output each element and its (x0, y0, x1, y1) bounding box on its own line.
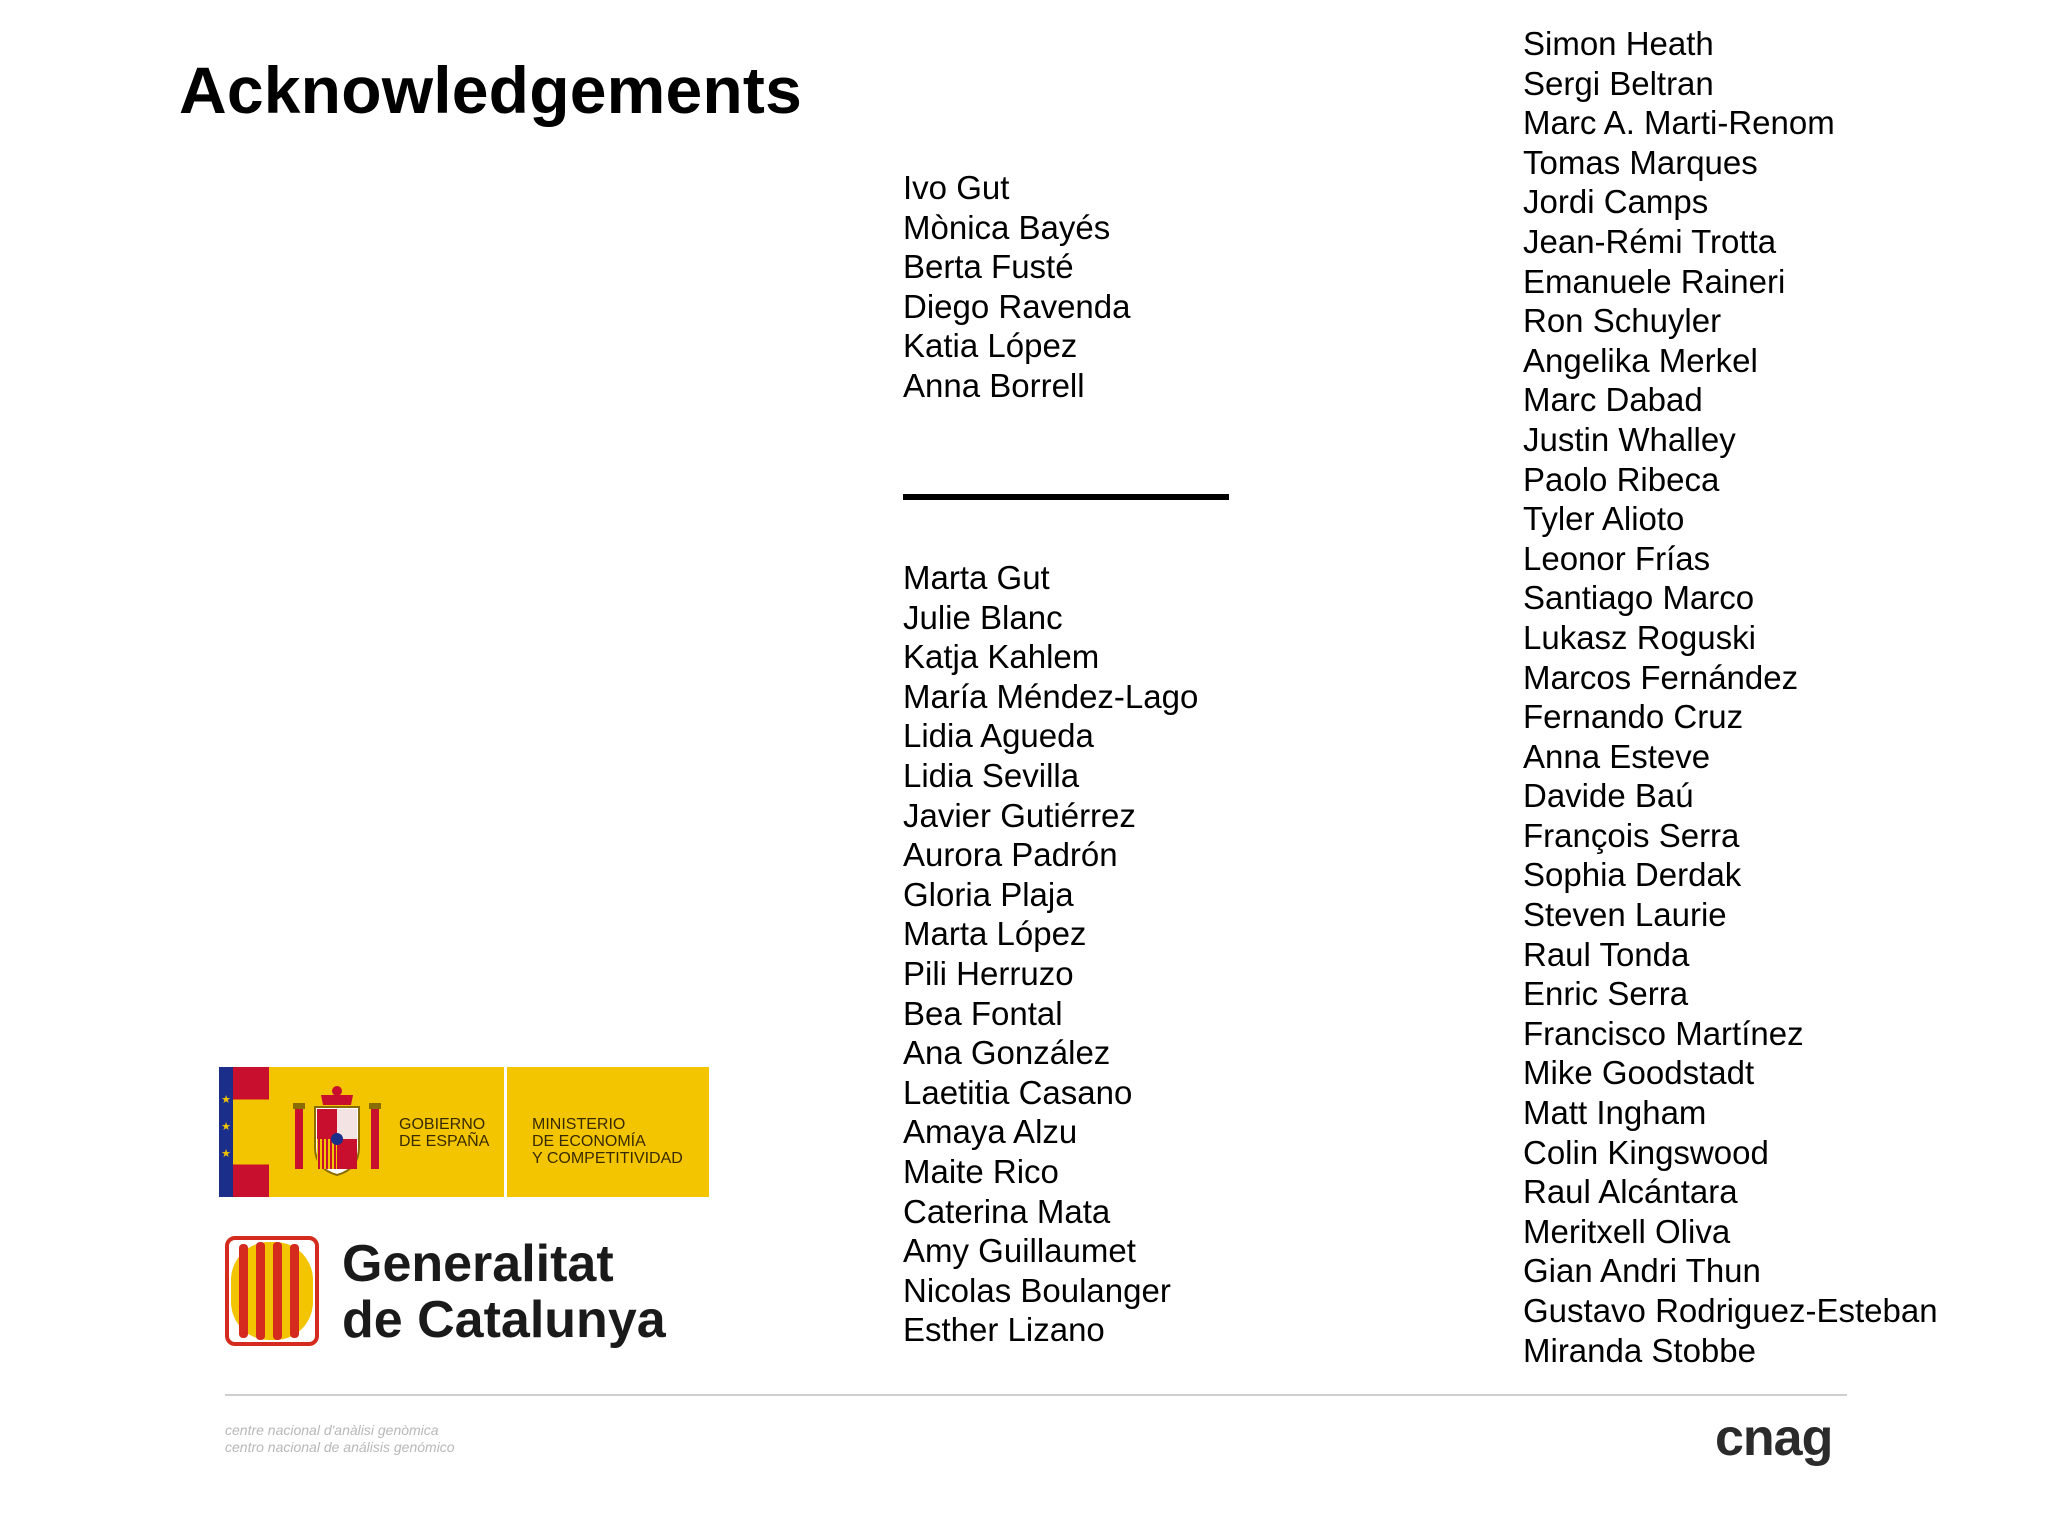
name-item: Marta Gut (903, 559, 1050, 596)
name-item: Jean-Rémi Trotta (1523, 222, 1777, 260)
name-item: Meritxell Oliva (1523, 1212, 1731, 1250)
name-item: Mònica Bayés (903, 208, 1111, 246)
names-column-3 (1523, 24, 1938, 1370)
name-item: Sophia Derdak (1523, 856, 1742, 894)
name-item: Julie Blanc (903, 598, 1063, 636)
name-item: Ron Schuyler (1523, 302, 1722, 340)
name-item: Anna Borrell (903, 366, 1085, 404)
name-item: Aurora Padrón (903, 836, 1118, 874)
section-divider (903, 494, 1229, 500)
name-item: Emanuele Raineri (1523, 262, 1786, 300)
ministerio-line-1: MINISTERIO (532, 1116, 626, 1133)
name-item: Esther Lizano (903, 1311, 1105, 1349)
name-item: Lidia Agueda (903, 717, 1094, 755)
cnag-logo: cnag (1715, 1409, 1833, 1467)
name-item: Anna Esteve (1523, 737, 1711, 775)
name-item: Katja Kahlem (903, 638, 1100, 676)
name-item: Raul Tonda (1523, 935, 1690, 973)
cnag-tagline-line-1: centre nacional d'anàlisi genòmica (225, 1422, 439, 1438)
name-item: Marc Dabad (1523, 381, 1703, 419)
generalitat-wordmark (342, 1236, 666, 1348)
name-item: Marc A. Marti-Renom (1523, 104, 1835, 142)
name-item: Gian Andri Thun (1523, 1252, 1761, 1290)
name-item: Nicolas Boulanger (903, 1271, 1171, 1309)
name-item: Diego Ravenda (903, 287, 1131, 325)
name-item: Jordi Camps (1523, 183, 1709, 221)
names-column-2 (903, 558, 1198, 1350)
name-item: Marcos Fernández (1523, 658, 1799, 696)
name-item: Steven Laurie (1523, 896, 1727, 934)
names-column-1 (903, 168, 1131, 406)
name-item: François Serra (1523, 816, 1740, 854)
name-item: Francisco Martínez (1523, 1014, 1804, 1052)
name-item: Tomas Marques (1523, 143, 1758, 181)
name-item: Mike Goodstadt (1523, 1054, 1755, 1092)
name-item: Bea Fontal (903, 994, 1063, 1032)
eu-stars-icon: ★ ★ ★ (221, 1094, 231, 1160)
name-item: Katia López (903, 327, 1078, 365)
name-item: Marta López (903, 915, 1087, 953)
name-item: Amy Guillaumet (903, 1232, 1136, 1270)
page-title: Acknowledgements (179, 53, 803, 127)
name-item: Sergi Beltran (1523, 64, 1714, 102)
name-item: Ivo Gut (903, 169, 1010, 206)
name-item: Fernando Cruz (1523, 698, 1744, 736)
name-item: María Méndez-Lago (903, 677, 1199, 715)
ministerio-line-2: DE ECONOMÍA (532, 1133, 646, 1150)
footer-divider (225, 1394, 1847, 1396)
name-item: Santiago Marco (1523, 579, 1755, 617)
name-item: Pili Herruzo (903, 954, 1074, 992)
gobierno-line-1: GOBIERNO (399, 1116, 486, 1133)
gobierno-text (399, 1116, 489, 1150)
name-item: Gloria Plaja (903, 875, 1074, 913)
name-item: Maite Rico (903, 1152, 1059, 1190)
generalitat-line-2: de Catalunya (342, 1291, 666, 1349)
name-item: Colin Kingswood (1523, 1133, 1769, 1171)
name-item: Davide Baú (1523, 777, 1694, 815)
name-item: Javier Gutiérrez (903, 796, 1136, 834)
name-item: Paolo Ribeca (1523, 460, 1720, 498)
name-item: Raul Alcántara (1523, 1173, 1738, 1211)
generalitat-emblem-icon (225, 1236, 319, 1346)
name-item: Caterina Mata (903, 1192, 1111, 1230)
name-item: Enric Serra (1523, 975, 1689, 1013)
name-item: Tyler Alioto (1523, 500, 1685, 538)
name-item: Berta Fusté (903, 248, 1074, 286)
ministerio-text (532, 1116, 683, 1167)
name-item: Miranda Stobbe (1523, 1331, 1756, 1369)
logo-separator (504, 1067, 507, 1197)
gobierno-line-2: DE ESPAÑA (399, 1133, 490, 1150)
name-item: Simon Heath (1523, 25, 1714, 62)
name-item: Amaya Alzu (903, 1113, 1078, 1151)
generalitat-line-1: Generalitat (342, 1235, 614, 1293)
name-item: Justin Whalley (1523, 420, 1736, 458)
name-item: Angelika Merkel (1523, 341, 1758, 379)
name-item: Laetitia Casano (903, 1073, 1133, 1111)
name-item: Matt Ingham (1523, 1094, 1707, 1132)
name-item: Ana González (903, 1034, 1111, 1072)
name-item: Gustavo Rodriguez-Esteban (1523, 1292, 1938, 1329)
name-item: Lidia Sevilla (903, 756, 1080, 794)
name-item: Leonor Frías (1523, 539, 1711, 577)
gobierno-espana-logo (219, 1067, 709, 1197)
cnag-tagline (225, 1422, 455, 1456)
name-item: Lukasz Roguski (1523, 618, 1756, 656)
spain-coat-of-arms-icon (291, 1085, 383, 1179)
spain-flag-stripe (233, 1067, 269, 1197)
cnag-tagline-line-2: centro nacional de análisis genómico (225, 1439, 455, 1455)
ministerio-line-3: Y COMPETITIVIDAD (532, 1150, 683, 1167)
